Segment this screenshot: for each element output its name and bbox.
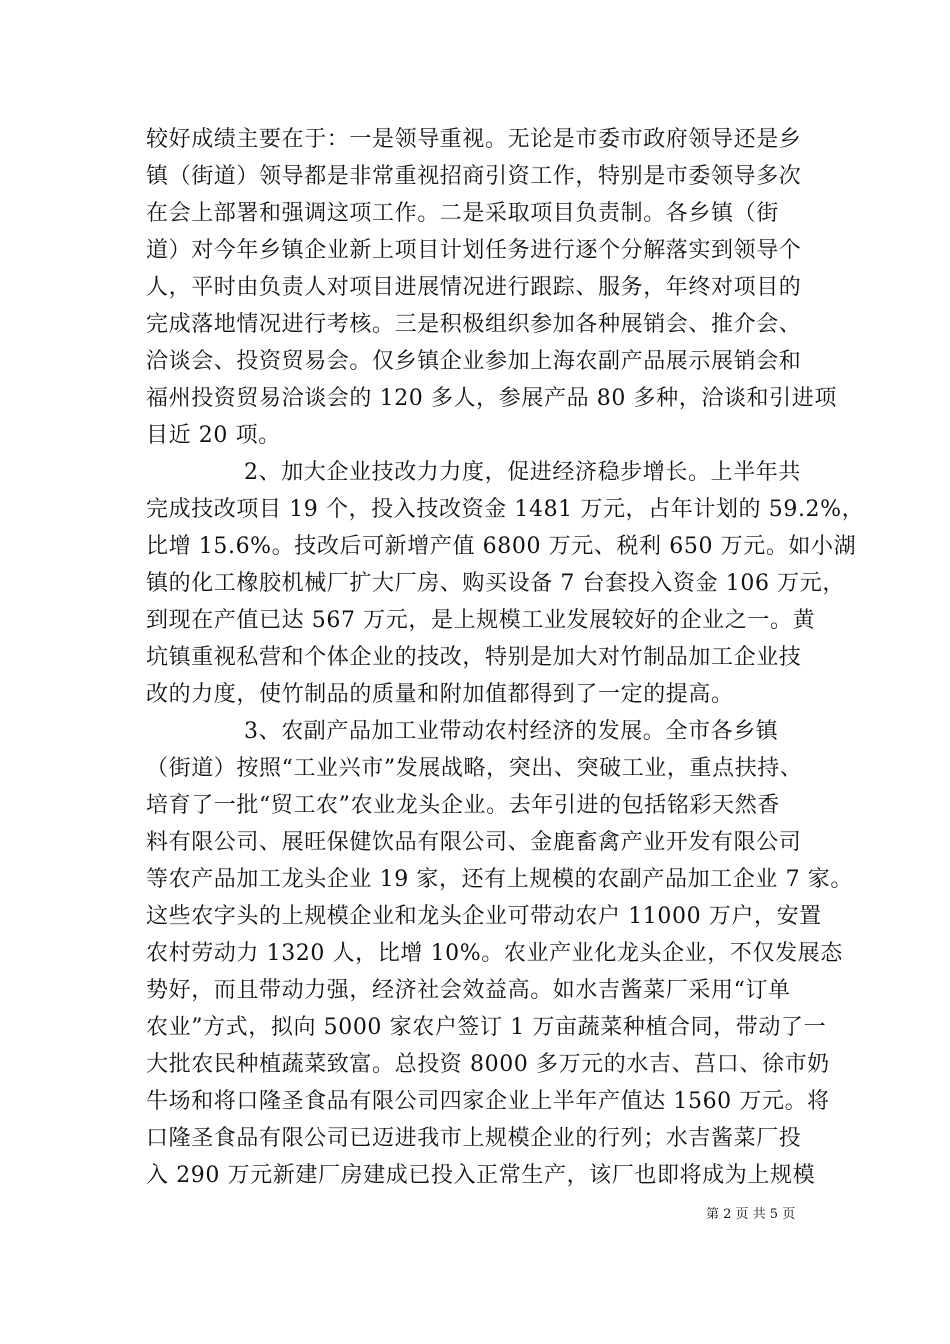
text-line: 较好成绩主要在于：一是领导重视。无论是市委市政府领导还是乡 <box>146 127 802 152</box>
text-line: 大批农民种植蔬菜致富。总投资 8000 多万元的水吉、莒口、徐市奶 <box>146 1052 830 1077</box>
text-line: 比增 15.6%。技改后可新增产值 6800 万元、税利 650 万元。如小湖 <box>146 534 857 559</box>
text-line: 料有限公司、展旺保健饮品有限公司、金鹿畜禽产业开发有限公司 <box>146 830 802 855</box>
text-line: 到现在产值已达 567 万元，是上规模工业发展较好的企业之一。黄 <box>146 608 816 633</box>
text-line: 等农产品加工龙头企业 19 家，还有上规模的农副产品加工企业 7 家。 <box>146 867 853 892</box>
text-line: 镇（街道）领导都是非常重视招商引资工作，特别是市委领导多次 <box>146 164 802 189</box>
text-line: 势好，而且带动力强，经济社会效益高。如水吉酱菜厂采用“订单 <box>146 978 791 1003</box>
text-line: （街道）按照“工业兴市”发展战略，突出、突破工业，重点扶持、 <box>146 756 803 781</box>
text-line: 入 290 万元新建厂房建成已投入正常生产，该厂也即将成为上规模 <box>146 1163 816 1188</box>
text-line: 牛场和将口隆圣食品有限公司四家企业上半年产值达 1560 万元。将 <box>146 1089 830 1114</box>
page-number-footer: 第 2 页 共 5 页 <box>706 1207 796 1222</box>
text-line: 道）对今年乡镇企业新上项目计划任务进行逐个分解落实到领导个 <box>146 238 802 263</box>
text-line: 农业”方式，拟向 5000 家农户签订 1 万亩蔬菜种植合同，带动了一 <box>146 1015 827 1040</box>
text-line: 在会上部署和强调这项工作。二是采取项目负责制。各乡镇（街 <box>146 201 779 226</box>
text-line: 口隆圣食品有限公司已迈进我市上规模企业的行列；水吉酱菜厂投 <box>146 1126 802 1151</box>
text-line: 目近 20 项。 <box>146 423 281 448</box>
text-line: 坑镇重视私营和个体企业的技改，特别是加大对竹制品加工企业技 <box>146 645 802 670</box>
text-line: 镇的化工橡胶机械厂扩大厂房、购买设备 7 台套投入资金 106 万元， <box>146 571 845 596</box>
text-line: 洽谈会、投资贸易会。仅乡镇企业参加上海农副产品展示展销会和 <box>146 349 802 374</box>
text-line: 3、农副产品加工业带动农村经济的发展。全市各乡镇 <box>244 719 779 744</box>
text-line: 完成落地情况进行考核。三是积极组织参加各种展销会、推介会、 <box>146 312 802 337</box>
text-line: 这些农字头的上规模企业和龙头企业可带动农户 11000 万户，安置 <box>146 904 822 929</box>
text-line: 改的力度，使竹制品的质量和附加值都得到了一定的提高。 <box>146 682 734 707</box>
text-line: 福州投资贸易洽谈会的 120 多人，参展产品 80 多种，洽谈和引进项 <box>146 386 837 411</box>
text-line: 完成技改项目 19 个，投入技改资金 1481 万元，占年计划的 59.2%， <box>146 497 865 522</box>
text-line: 2、加大企业技改力力度，促进经济稳步增长。上半年共 <box>244 460 801 485</box>
text-line: 人，平时由负责人对项目进展情况进行跟踪、服务，年终对项目的 <box>146 275 802 300</box>
text-line: 培育了一批“贸工农”农业龙头企业。去年引进的包括铭彩天然香 <box>146 793 780 818</box>
text-line: 农村劳动力 1320 人，比增 10%。农业产业化龙头企业，不仅发展态 <box>146 941 843 966</box>
